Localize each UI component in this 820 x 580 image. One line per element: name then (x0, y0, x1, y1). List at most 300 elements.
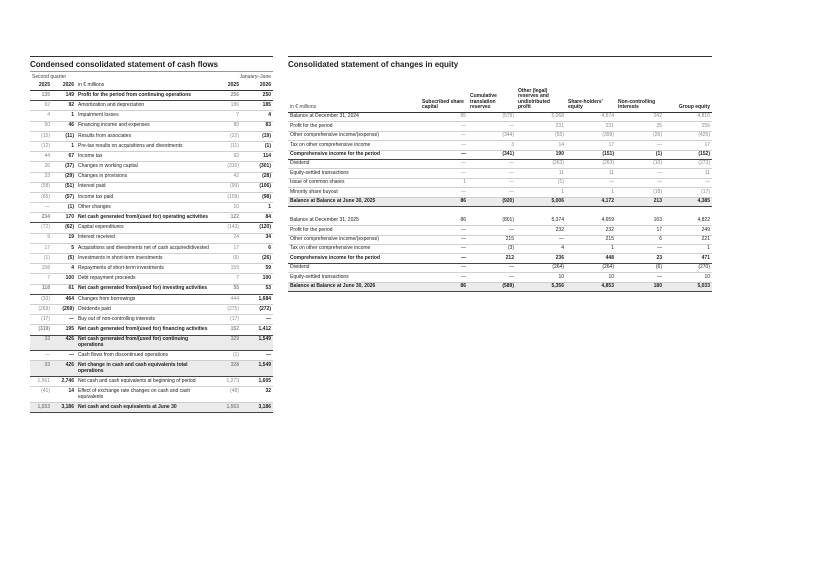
h1-2025-value: 444 (211, 294, 241, 304)
cash-flow-row (30, 223, 273, 233)
h1-2025-value: 1,553 (211, 403, 241, 413)
equity-table (288, 71, 712, 292)
cash-flow-row (30, 172, 273, 182)
q2-2025-value: (65) (30, 192, 52, 202)
q2-2026-value: (37) (52, 162, 76, 172)
cash-flow-row (30, 274, 273, 284)
equity-row-label: Minority share buyout (288, 188, 420, 197)
non-controlling-value: 242 (616, 113, 664, 122)
q2-2025-value: (41) (30, 387, 52, 403)
translation-reserves-value: (3) (468, 245, 516, 254)
non-controlling-value: (6) (616, 263, 664, 272)
group-equity-value: 4,816 (664, 113, 712, 122)
h1-2026-value: 6 (241, 243, 273, 253)
group-equity-value: 1 (664, 245, 712, 254)
h1-2025-value: (143) (211, 223, 241, 233)
q2-2025-value: (319) (30, 325, 52, 335)
q2-2026-value: 5 (52, 243, 76, 253)
q2-2025-value: 44 (30, 152, 52, 162)
col-header-h-2026: 2026 (241, 81, 273, 91)
row-label: Results from associates (76, 131, 211, 141)
q2-2026-value: 3,186 (52, 403, 76, 413)
shareholders-equity-value: 11 (566, 169, 616, 178)
col-header-unit: in € millions (76, 81, 211, 91)
equity-row (288, 254, 712, 263)
shareholders-equity-value: — (566, 178, 616, 187)
equity-col-translation-reserves: Cumulative translation reserves (468, 71, 516, 113)
translation-reserves-value: 3 (468, 141, 516, 150)
non-controlling-value: — (616, 245, 664, 254)
row-label: Capital expenditures (76, 223, 211, 233)
q2-2026-value: 149 (52, 91, 76, 101)
h1-2025-value: (22) (211, 131, 241, 141)
q2-2025-value: 9 (30, 233, 52, 243)
h1-2025-value: 55 (211, 284, 241, 294)
row-label: Cash flows from discontinued operations (76, 351, 211, 361)
q2-2025-value: (72) (30, 223, 52, 233)
other-reserves-value: 5,374 (516, 217, 566, 226)
group-equity-value: (152) (664, 150, 712, 159)
shareholders-equity-value: 231 (566, 122, 616, 131)
h1-2026-value: 100 (241, 274, 273, 284)
row-label: Net cash and cash equivalents at June 30 (76, 403, 211, 413)
h1-2026-value: (106) (241, 182, 273, 192)
q2-2025-value: 4 (30, 111, 52, 121)
share-capital-value: — (420, 169, 468, 178)
equity-col-shareholders-equity: Share-holders' equity (566, 71, 616, 113)
h1-2026-value: — (241, 351, 273, 361)
translation-reserves-value: (579) (468, 113, 516, 122)
equity-row (288, 188, 712, 197)
equity-title: Consolidated statement of changes in equity (288, 56, 712, 71)
h1-2025-value: 17 (211, 243, 241, 253)
cash-flow-row (30, 387, 273, 403)
non-controlling-value: — (616, 141, 664, 150)
h1-2025-value: (9) (211, 254, 241, 264)
q2-2026-value: 19 (52, 233, 76, 243)
translation-reserves-value: — (468, 263, 516, 272)
equity-row (288, 178, 712, 187)
shareholders-equity-value: (263) (566, 159, 616, 168)
col-header-q-2025: 2025 (30, 81, 52, 91)
cash-flow-row (30, 203, 273, 213)
equity-row-label: Dividend (288, 263, 420, 272)
q2-2025-value: (269) (30, 304, 52, 314)
q2-2026-value: 46 (52, 121, 76, 131)
q2-2026-value: 14 (52, 387, 76, 403)
h1-2026-value: (1) (241, 141, 273, 151)
h1-2025-value: 80 (211, 121, 241, 131)
non-controlling-value: (26) (616, 131, 664, 140)
h1-2025-value: 159 (211, 264, 241, 274)
other-reserves-value: (263) (516, 159, 566, 168)
q2-2025-value: 17 (30, 243, 52, 253)
h1-2026-value: 185 (241, 101, 273, 111)
equity-col-other-reserves: Other (legal) reserves and undistributed profit (516, 71, 566, 113)
other-reserves-value: 236 (516, 254, 566, 263)
share-capital-value: — (420, 226, 468, 235)
non-controlling-value: — (616, 169, 664, 178)
h1-2025-value: 152 (211, 325, 241, 335)
h1-2026-value: (26) (241, 254, 273, 264)
period-left-label: Second quarter (30, 72, 211, 82)
other-reserves-value: 190 (516, 150, 566, 159)
h1-2025-value: 256 (211, 91, 241, 101)
row-label: Interest received (76, 233, 211, 243)
shareholders-equity-value: 4,659 (566, 217, 616, 226)
other-reserves-value: 14 (516, 141, 566, 150)
share-capital-value: — (420, 263, 468, 272)
equity-row (288, 113, 712, 122)
other-reserves-value: 4 (516, 245, 566, 254)
equity-row (288, 197, 712, 206)
share-capital-value: — (420, 141, 468, 150)
row-label: Repayments of short-term investments (76, 264, 211, 274)
group-equity-value: 249 (664, 226, 712, 235)
translation-reserves-value: — (468, 122, 516, 131)
q2-2025-value: 33 (30, 172, 52, 182)
equity-row-label: Other comprehensive income/(expense) (288, 131, 420, 140)
cash-flow-row (30, 91, 273, 101)
shareholders-equity-value: 215 (566, 235, 616, 244)
equity-row (288, 273, 712, 282)
col-header-h-2025: 2025 (211, 81, 241, 91)
row-label: Investments in short-term investments (76, 254, 211, 264)
row-label: Net cash generated from/(used for) investing activities (76, 284, 211, 294)
other-reserves-value: 232 (516, 226, 566, 235)
h1-2025-value: 7 (211, 274, 241, 284)
row-label: Net cash and cash equivalents at beginning of period (76, 377, 211, 387)
q2-2026-value: 67 (52, 152, 76, 162)
h1-2026-value: 1,605 (241, 377, 273, 387)
q2-2025-value: (58) (30, 182, 52, 192)
h1-2025-value: 1,273 (211, 377, 241, 387)
h1-2026-value: (98) (241, 192, 273, 202)
cash-flow-row (30, 182, 273, 192)
row-label: Pre-tax results on acquisitions and divestments (76, 141, 211, 151)
q2-2026-value: 170 (52, 213, 76, 223)
h1-2026-value: (19) (241, 131, 273, 141)
q2-2025-value: 33 (30, 335, 52, 351)
row-label: Net change in cash and cash equivalents total operations (76, 361, 211, 377)
group-equity-value: 256 (664, 122, 712, 131)
cash-flow-row (30, 351, 273, 361)
cash-flow-row (30, 152, 273, 162)
q2-2026-value: 2,746 (52, 377, 76, 387)
cash-flow-row (30, 233, 273, 243)
row-label: Dividends paid (76, 304, 211, 314)
q2-2025-value: 33 (30, 361, 52, 377)
h1-2026-value: 83 (241, 121, 273, 131)
group-equity-value: 471 (664, 254, 712, 263)
equity-prior-year (288, 113, 712, 207)
non-controlling-value: 25 (616, 122, 664, 131)
q2-2025-value: (1) (30, 254, 52, 264)
equity-current-year (288, 217, 712, 292)
non-controlling-value: 163 (616, 217, 664, 226)
h1-2025-value: (109) (211, 192, 241, 202)
q2-2026-value: (51) (52, 182, 76, 192)
h1-2026-value: 1,549 (241, 335, 273, 351)
equity-panel (288, 56, 712, 292)
h1-2026-value: 250 (241, 91, 273, 101)
translation-reserves-value: (801) (468, 217, 516, 226)
q2-2026-value: — (52, 315, 76, 325)
row-label: Buy out of non-controlling interests (76, 315, 211, 325)
h1-2025-value: (99) (211, 182, 241, 192)
other-reserves-value: 5,356 (516, 282, 566, 291)
row-label: Income tax (76, 152, 211, 162)
other-reserves-value: 5,068 (516, 113, 566, 122)
translation-reserves-value: 212 (468, 254, 516, 263)
cash-flow-row (30, 377, 273, 387)
cash-flow-row (30, 243, 273, 253)
equity-row-label: Equity-settled transactions (288, 273, 420, 282)
equity-row-label: Dividend (288, 159, 420, 168)
cash-flow-row (30, 294, 273, 304)
shareholders-equity-value: 4,853 (566, 282, 616, 291)
h1-2026-value: 84 (241, 213, 273, 223)
h1-2026-value: — (241, 315, 273, 325)
equity-row-label: Profit for the period (288, 226, 420, 235)
cash-flow-row (30, 101, 273, 111)
row-label: Impairment losses (76, 111, 211, 121)
shareholders-equity-value: 232 (566, 226, 616, 235)
h1-2026-value: (28) (241, 172, 273, 182)
q2-2026-value: 195 (52, 325, 76, 335)
row-label: Changes from borrowings (76, 294, 211, 304)
non-controlling-value: — (616, 273, 664, 282)
q2-2025-value: 118 (30, 284, 52, 294)
shareholders-equity-value: 10 (566, 273, 616, 282)
non-controlling-value: 17 (616, 226, 664, 235)
q2-2025-value: 7 (30, 274, 52, 284)
h1-2026-value: 1,412 (241, 325, 273, 335)
other-reserves-value: 10 (516, 273, 566, 282)
shareholders-equity-value: 4,574 (566, 113, 616, 122)
equity-row-label: Balance at December 31, 2024 (288, 113, 420, 122)
cash-flow-row (30, 213, 273, 223)
q2-2026-value: (62) (52, 223, 76, 233)
translation-reserves-value: (344) (468, 131, 516, 140)
cash-flow-row (30, 141, 273, 151)
equity-row-label: Comprehensive income for the period (288, 254, 420, 263)
row-label: Net cash generated from/(used for) continuing operations (76, 335, 211, 351)
period-header-row (30, 72, 273, 82)
q2-2025-value: 26 (30, 162, 52, 172)
row-label: Net cash generated from/(used for) operating activities (76, 213, 211, 223)
equity-header-row (288, 71, 712, 113)
group-equity-value: (270) (664, 263, 712, 272)
equity-row-label: Comprehensive income for the period (288, 150, 420, 159)
row-label: Income tax paid (76, 192, 211, 202)
cash-flow-row (30, 315, 273, 325)
share-capital-value: — (420, 131, 468, 140)
group-equity-value: 221 (664, 235, 712, 244)
other-reserves-value: 5,006 (516, 197, 566, 206)
share-capital-value: 85 (420, 113, 468, 122)
q2-2026-value: — (52, 351, 76, 361)
other-reserves-value: 1 (516, 188, 566, 197)
h1-2025-value: 24 (211, 233, 241, 243)
group-equity-value: 10 (664, 273, 712, 282)
row-label: Financing income and expenses (76, 121, 211, 131)
row-label: Other changes (76, 203, 211, 213)
equity-row (288, 263, 712, 272)
q2-2026-value: 4 (52, 264, 76, 274)
share-capital-value: — (420, 245, 468, 254)
q2-2025-value: 92 (30, 101, 52, 111)
q2-2025-value: (15) (30, 131, 52, 141)
h1-2025-value: 7 (211, 111, 241, 121)
non-controlling-value: (1) (616, 150, 664, 159)
group-equity-value: (273) (664, 159, 712, 168)
other-reserves-value: — (516, 235, 566, 244)
group-equity-value: 4,822 (664, 217, 712, 226)
group-equity-value: 5,033 (664, 282, 712, 291)
equity-row-label: Balance at Balance at June 30, 2025 (288, 197, 420, 206)
shareholders-equity-value: (264) (566, 263, 616, 272)
equity-row (288, 150, 712, 159)
share-capital-value: 86 (420, 217, 468, 226)
q2-2026-value: 92 (52, 101, 76, 111)
q2-2026-value: 100 (52, 274, 76, 284)
row-label: Debt repayment proceeds (76, 274, 211, 284)
h1-2026-value: 1,684 (241, 294, 273, 304)
q2-2026-value: (29) (52, 172, 76, 182)
h1-2026-value: 114 (241, 152, 273, 162)
shareholders-equity-value: 448 (566, 254, 616, 263)
other-reserves-value: (264) (516, 263, 566, 272)
cash-flow-row (30, 284, 273, 294)
translation-reserves-value: — (468, 178, 516, 187)
q2-2026-value: 426 (52, 361, 76, 377)
period-right-label: January–June (211, 72, 273, 82)
h1-2025-value: 42 (211, 172, 241, 182)
q2-2025-value: 1,553 (30, 403, 52, 413)
translation-reserves-value: — (468, 188, 516, 197)
translation-reserves-value: (920) (468, 197, 516, 206)
q2-2025-value: (17) (30, 315, 52, 325)
equity-row-label: Balance at Balance at June 30, 2026 (288, 282, 420, 291)
row-label: Profit for the period from continuing operations (76, 91, 211, 101)
equity-row (288, 122, 712, 131)
h1-2026-value: 3,186 (241, 403, 273, 413)
h1-2025-value: 328 (211, 361, 241, 377)
cash-flow-row (30, 264, 273, 274)
equity-row (288, 217, 712, 226)
shareholders-equity-value: 1 (566, 245, 616, 254)
q2-2026-value: 1 (52, 141, 76, 151)
q2-2026-value: (1) (52, 203, 76, 213)
equity-col-group-equity: Group equity (664, 71, 712, 113)
other-reserves-value: (1) (516, 178, 566, 187)
share-capital-value: — (420, 188, 468, 197)
shareholders-equity-value: 4,172 (566, 197, 616, 206)
cash-flow-row (30, 335, 273, 351)
cash-flow-row (30, 192, 273, 202)
equity-row (288, 245, 712, 254)
h1-2025-value: 92 (211, 152, 241, 162)
translation-reserves-value: (589) (468, 282, 516, 291)
row-label: Acquisitions and divestments net of cash acquired/divested (76, 243, 211, 253)
col-header-q-2026: 2026 (52, 81, 76, 91)
equity-row-label: Tax on other comprehensive income (288, 245, 420, 254)
h1-2025-value: 186 (211, 101, 241, 111)
h1-2026-value: (120) (241, 223, 273, 233)
h1-2026-value: (272) (241, 304, 273, 314)
equity-row (288, 282, 712, 291)
cash-flow-row (30, 111, 273, 121)
non-controlling-value: 23 (616, 254, 664, 263)
row-label: Effect of exchange rate changes on cash and cash equivalents (76, 387, 211, 403)
h1-2025-value: 10 (211, 203, 241, 213)
q2-2026-value: (5) (52, 254, 76, 264)
equity-row-label: Profit for the period (288, 122, 420, 131)
cash-flow-table (30, 71, 273, 413)
equity-row-label: Tax on other comprehensive income (288, 141, 420, 150)
shareholders-equity-value: 17 (566, 141, 616, 150)
cash-flow-row (30, 254, 273, 264)
q2-2025-value: (12) (30, 141, 52, 151)
non-controlling-value: 6 (616, 235, 664, 244)
share-capital-value: 86 (420, 197, 468, 206)
h1-2025-value: (1) (211, 351, 241, 361)
cash-flow-row (30, 304, 273, 314)
shareholders-equity-value: 1 (566, 188, 616, 197)
cash-flow-row (30, 162, 273, 172)
q2-2026-value: 61 (52, 284, 76, 294)
translation-reserves-value: — (468, 273, 516, 282)
cash-flow-title: Condensed consolidated statement of cash flows (30, 56, 273, 71)
h1-2026-value: 32 (241, 387, 273, 403)
share-capital-value: 86 (420, 282, 468, 291)
equity-row-label: Equity-settled transactions (288, 169, 420, 178)
q2-2025-value: — (30, 203, 52, 213)
q2-2026-value: (11) (52, 131, 76, 141)
h1-2025-value: (11) (211, 141, 241, 151)
equity-row (288, 169, 712, 178)
group-equity-value: — (664, 178, 712, 187)
q2-2025-value: 234 (30, 213, 52, 223)
cash-flow-row (30, 361, 273, 377)
non-controlling-value: (10) (616, 159, 664, 168)
equity-col-non-controlling: Non-controlling interests (616, 71, 664, 113)
share-capital-value: — (420, 159, 468, 168)
share-capital-value: — (420, 273, 468, 282)
share-capital-value: — (420, 150, 468, 159)
cash-flow-panel (30, 56, 273, 413)
row-label: Net cash generated from/(used for) financing activities (76, 325, 211, 335)
translation-reserves-value: (341) (468, 150, 516, 159)
equity-row (288, 131, 712, 140)
equity-row-label: Issue of common shares (288, 178, 420, 187)
q2-2026-value: 464 (52, 294, 76, 304)
non-controlling-value: — (616, 178, 664, 187)
q2-2025-value: 1,561 (30, 377, 52, 387)
equity-gap (288, 206, 712, 217)
h1-2026-value: 59 (241, 264, 273, 274)
h1-2026-value: 4 (241, 111, 273, 121)
equity-col-unit: in € millions (288, 71, 420, 113)
non-controlling-value: (18) (616, 188, 664, 197)
row-label: Changes in provisions (76, 172, 211, 182)
q2-2026-value: 426 (52, 335, 76, 351)
h1-2025-value: 329 (211, 335, 241, 351)
row-label: Amortization and depreciation (76, 101, 211, 111)
shareholders-equity-value: (399) (566, 131, 616, 140)
h1-2025-value: (48) (211, 387, 241, 403)
